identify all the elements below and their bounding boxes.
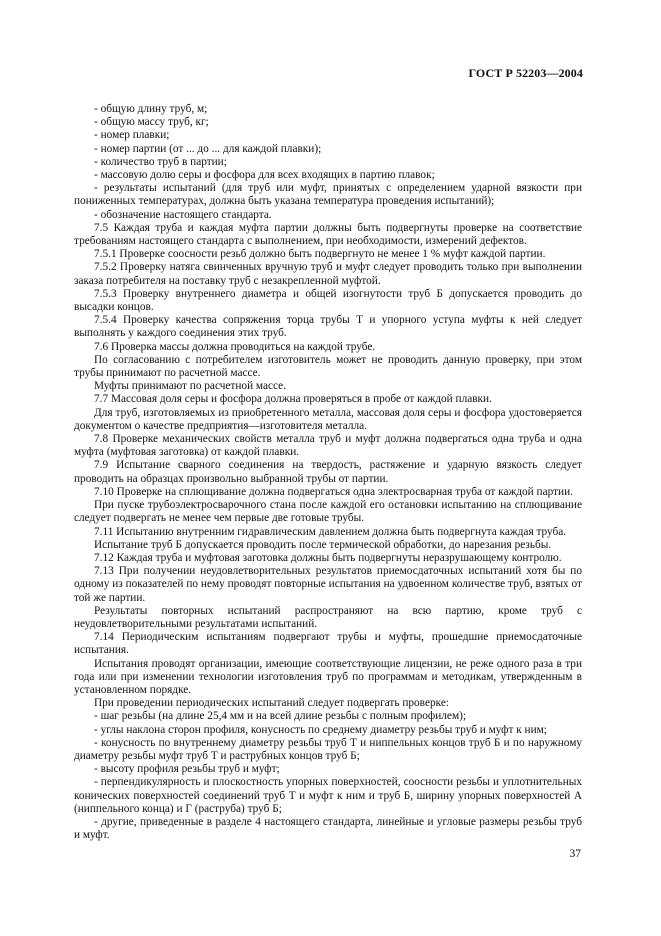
document-header: ГОСТ Р 52203—2004 — [468, 66, 583, 80]
paragraph: - общую массу труб, кг; — [94, 116, 209, 129]
paragraph: - массовую долю серы и фосфора для всех входящих в партию плавок; — [94, 169, 435, 182]
paragraph: Испытания проводят организации, имеющие соответствующие лицензии, не реже одного раза в три года или при изменении технологии изготовления труб по программам и методикам, утвержденным в установленном порядке. — [74, 657, 582, 696]
paragraph: 7.5.4 Проверку качества сопряжения торца трубы Т и упорного уступа муфты к ней следует выполнять у каждого соединения этих труб. — [74, 314, 582, 340]
paragraph: - номер партии (от ... до ... для каждой плавки); — [94, 142, 322, 155]
paragraph: При пуске трубоэлектросварочного стана после каждой его остановки испытанию на сплющивание следует подвергать не менее чем первые две готовые трубы. — [74, 499, 582, 525]
paragraph: 7.10 Проверке на сплющивание должна подвергаться одна электросварная труба от каждой партии. — [94, 485, 573, 498]
paragraph: - углы наклона сторон профиля, конусность по среднему диаметру резьбы труб и муфт к ним; — [94, 723, 547, 736]
paragraph: По согласованию с потребителем изготовитель может не проводить данную проверку, при этом трубы принимают по расчетной массе. — [74, 353, 582, 380]
paragraph: Испытание труб Б допускается проводить после термической обработки, до нарезания резьбы. — [94, 538, 552, 551]
paragraph: - количество труб в партии; — [94, 155, 227, 168]
paragraph: 7.5.3 Проверку внутреннего диаметра и общей изогнутости труб Б допускается проводить до высадки концов. — [74, 287, 582, 314]
paragraph: 7.9 Испытание сварного соединения на твердость, растяжение и ударную вязкость следует проводить на образцах произвольно выбранной трубы от партии. — [74, 459, 582, 485]
paragraph: - другие, приведенные в разделе 4 настоящего стандарта, линейные и угловые размеры резьбы труб и муфт. — [74, 815, 582, 842]
paragraph: - номер плавки; — [94, 129, 170, 142]
paragraph: - конусность по внутреннему диаметру резьбы труб Т и ниппельных концов труб Б и по наружному диаметру резьбы муфт труб Т и раструбных концов труб Б; — [74, 736, 582, 762]
paragraph: 7.6 Проверка массы должна проводиться на каждой трубе. — [94, 340, 376, 353]
paragraph: - перпендикулярность и плоскостность упорных поверхностей, соосности резьбы и уплотнительных конических поверхностей соединений труб Т и муфт к ним и труб Б, ширину упорных поверхностей А (ниппельного конца) и Г (раструба) труб Б; — [74, 776, 582, 815]
paragraph: 7.5.2 Проверку натяга свинченных вручную труб и муфт следует проводить только при выполнении заказа потребителя на поставку труб с незакрепленной муфтой. — [74, 261, 582, 287]
paragraph: 7.5 Каждая труба и каждая муфта партии должны быть подвергнуты проверке на соответствие требованиям настоящего стандарта с выполнением, при необходимости, измерений дефектов. — [74, 221, 582, 248]
paragraph: - высоту профиля резьбы труб и муфт; — [94, 763, 280, 776]
page-number: 37 — [569, 848, 581, 860]
paragraph: - общую длину труб, м; — [94, 103, 208, 115]
paragraph: 7.13 При получении неудовлетворительных результатов приемосдаточных испытаний хотя бы по одному из показателей по нему проводят повторные испытания на удвоенном количестве труб, взятых от той же партии. — [74, 565, 582, 604]
paragraph: Результаты повторных испытаний распространяют на всю партию, кроме труб с неудовлетворительными результатами испытаний. — [74, 604, 582, 630]
paragraph: 7.7 Массовая доля серы и фосфора должна проверяться в пробе от каждой плавки. — [94, 393, 492, 406]
paragraph: 7.14 Периодическим испытаниям подвергают трубы и муфты, прошедшие приемосдаточные испытания. — [74, 631, 582, 657]
paragraph: 7.11 Испытанию внутренним гидравлическим давлением должна быть подвергнута каждая труба. — [94, 525, 567, 538]
paragraph: 7.5.1 Проверке соосности резьб должно быть подвергнуто не менее 1 % муфт каждой партии. — [94, 248, 546, 261]
paragraph: 7.12 Каждая труба и муфтовая заготовка должны быть подвергнуты неразрушающему контролю. — [94, 551, 562, 564]
paragraph: 7.8 Проверке механических свойств металла труб и муфт должна подвергаться одна труба и одна муфта (муфтовая заготовка) от каждой плавки. — [74, 433, 582, 459]
paragraph: При проведении периодических испытаний следует подвергать проверке: — [94, 697, 449, 710]
paragraph: Для труб, изготовляемых из приобретенного металла, массовая доля серы и фосфора удостоверяется документом о качестве предприятия—изготовителя металла. — [74, 406, 582, 432]
paragraph: - шаг резьбы (на длине 25,4 мм и на всей длине резьбы с полным профилем); — [94, 710, 466, 723]
paragraph: - результаты испытаний (для труб или муфт, принятых с определением ударной вязкости при пониженных температурах, должна быть указана температура проведения испытаний); — [74, 182, 582, 208]
paragraph: - обозначение настоящего стандарта. — [94, 208, 272, 221]
paragraph: Муфты принимают по расчетной массе. — [94, 380, 287, 393]
document-body — [74, 103, 582, 842]
